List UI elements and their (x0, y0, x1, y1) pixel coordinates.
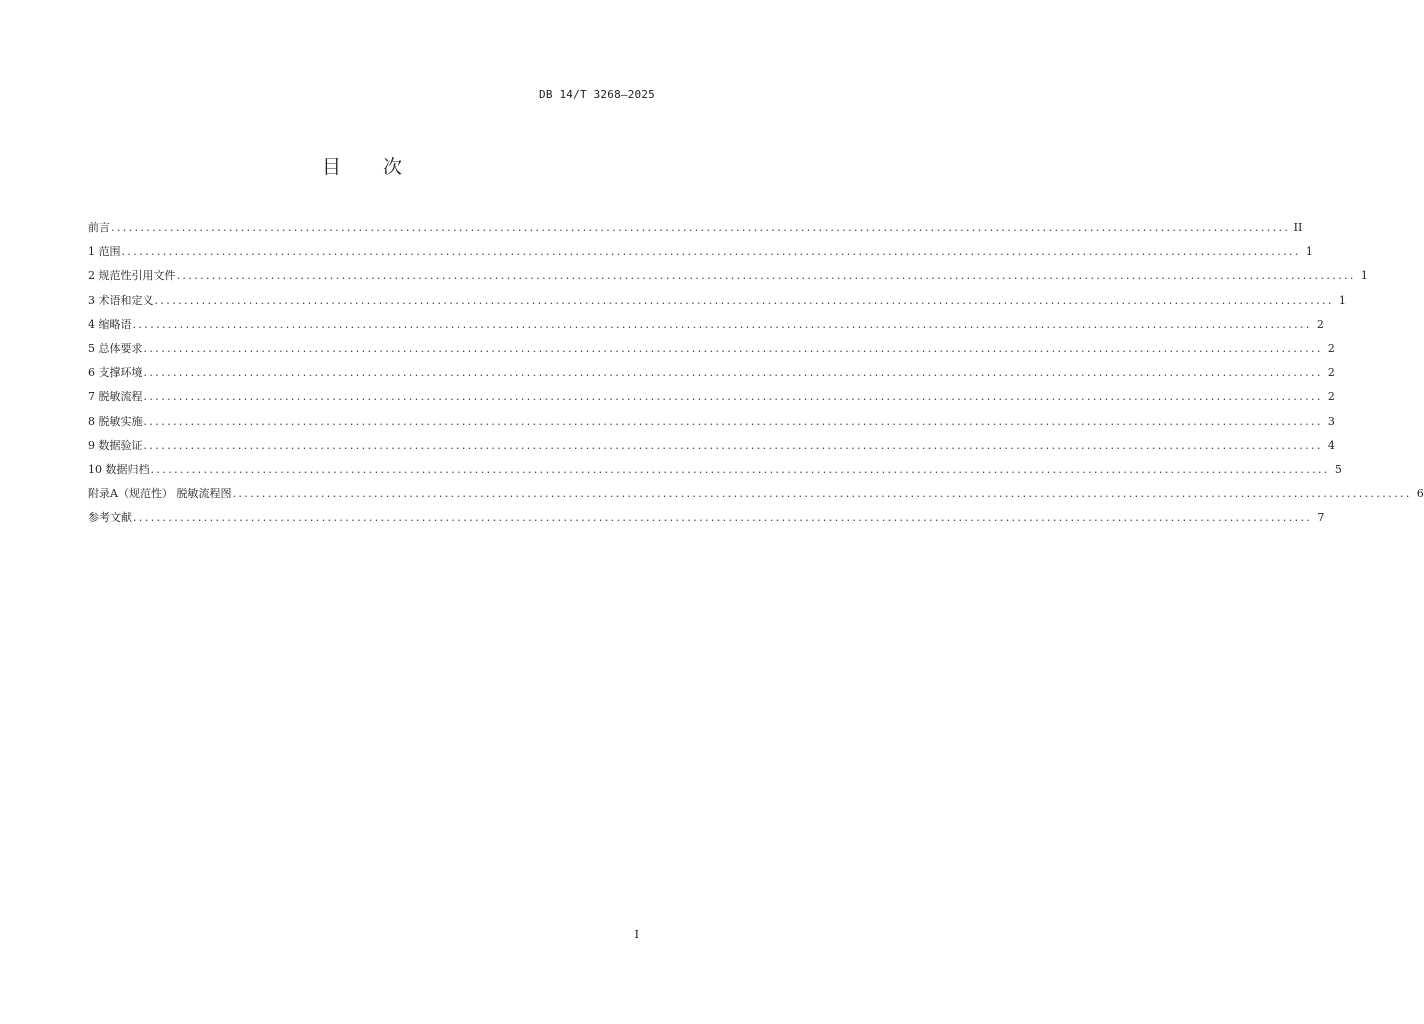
toc-entry-scope[interactable] (88, 243, 1313, 267)
toc-leader-dots: ........................................................................................................................................................................................................ (143, 366, 1323, 380)
toc-entry-label: 参考文献 (88, 511, 132, 525)
toc-entry-foreword[interactable] (88, 219, 1303, 243)
toc-entry-label: 9 数据验证 (88, 438, 143, 452)
toc-entry-label: 2 规范性引用文件 (88, 269, 176, 283)
toc-entry-label: 前言 (88, 221, 110, 234)
toc-entry-general-requirements[interactable] (88, 340, 1335, 364)
toc-entry-label: 1 范围 (88, 245, 121, 259)
toc-leader-dots: ........................................................................................................................................................................................................ (111, 221, 1291, 234)
toc-entry-label: 附录A（规范性） 脱敏流程图 (88, 487, 232, 501)
table-of-contents (88, 219, 1424, 533)
toc-leader-dots: ........................................................................................................................................................................................................ (121, 245, 1301, 259)
toc-entry-desensitization-implementation[interactable] (88, 413, 1335, 437)
toc-entry-label: 3 术语和定义 (88, 293, 154, 307)
page-number: I (634, 928, 639, 941)
toc-leader-dots: ........................................................................................................................................................................................................ (154, 293, 1334, 307)
toc-leader-dots: ........................................................................................................................................................................................................ (132, 317, 1312, 331)
toc-entry-normative-references[interactable] (88, 267, 1368, 291)
toc-entry-abbreviations[interactable] (88, 316, 1324, 340)
toc-entry-page: 3 (1327, 414, 1335, 428)
toc-leader-dots: ........................................................................................................................................................................................................ (143, 341, 1323, 355)
toc-entry-label: 6 支撑环境 (88, 366, 143, 380)
toc-entry-label: 7 脱敏流程 (88, 390, 143, 404)
toc-leader-dots: ........................................................................................................................................................................................................ (143, 414, 1323, 428)
toc-entry-label: 4 缩略语 (88, 317, 132, 331)
toc-leader-dots: ........................................................................................................................................................................................................ (150, 462, 1330, 476)
toc-entry-page: II (1293, 221, 1303, 234)
toc-entry-page: 2 (1327, 341, 1335, 355)
toc-entry-bibliography[interactable] (88, 509, 1325, 533)
document-code: DB 14/T 3268—2025 (539, 88, 655, 101)
toc-entry-label: 10 数据归档 (88, 462, 150, 476)
toc-entry-page: 5 (1334, 462, 1342, 476)
toc-leader-dots: ........................................................................................................................................................................................................ (232, 487, 1412, 501)
toc-entry-page: 6 (1416, 487, 1424, 501)
toc-entry-appendix-a[interactable] (88, 485, 1424, 509)
toc-entry-page: 1 (1305, 245, 1313, 259)
toc-entry-page: 1 (1338, 293, 1346, 307)
toc-entry-desensitization-process[interactable] (88, 388, 1335, 412)
toc-entry-page: 2 (1327, 366, 1335, 380)
toc-leader-dots: ........................................................................................................................................................................................................ (133, 511, 1313, 525)
toc-entry-page: 4 (1327, 438, 1335, 452)
toc-entry-label: 8 脱敏实施 (88, 414, 143, 428)
toc-entry-terms-definitions[interactable] (88, 292, 1346, 316)
toc-entry-page: 2 (1316, 317, 1324, 331)
toc-entry-page: 1 (1360, 269, 1368, 283)
toc-entry-data-verification[interactable] (88, 437, 1335, 461)
toc-leader-dots: ........................................................................................................................................................................................................ (176, 269, 1356, 283)
toc-entry-data-archiving[interactable] (88, 461, 1342, 485)
toc-leader-dots: ........................................................................................................................................................................................................ (143, 438, 1323, 452)
toc-entry-label: 5 总体要求 (88, 341, 143, 355)
toc-entry-page: 2 (1327, 390, 1335, 404)
toc-leader-dots: ........................................................................................................................................................................................................ (143, 390, 1323, 404)
toc-title: 目 次 (321, 156, 421, 178)
toc-entry-page: 7 (1317, 511, 1325, 525)
toc-entry-support-environment[interactable] (88, 364, 1335, 388)
